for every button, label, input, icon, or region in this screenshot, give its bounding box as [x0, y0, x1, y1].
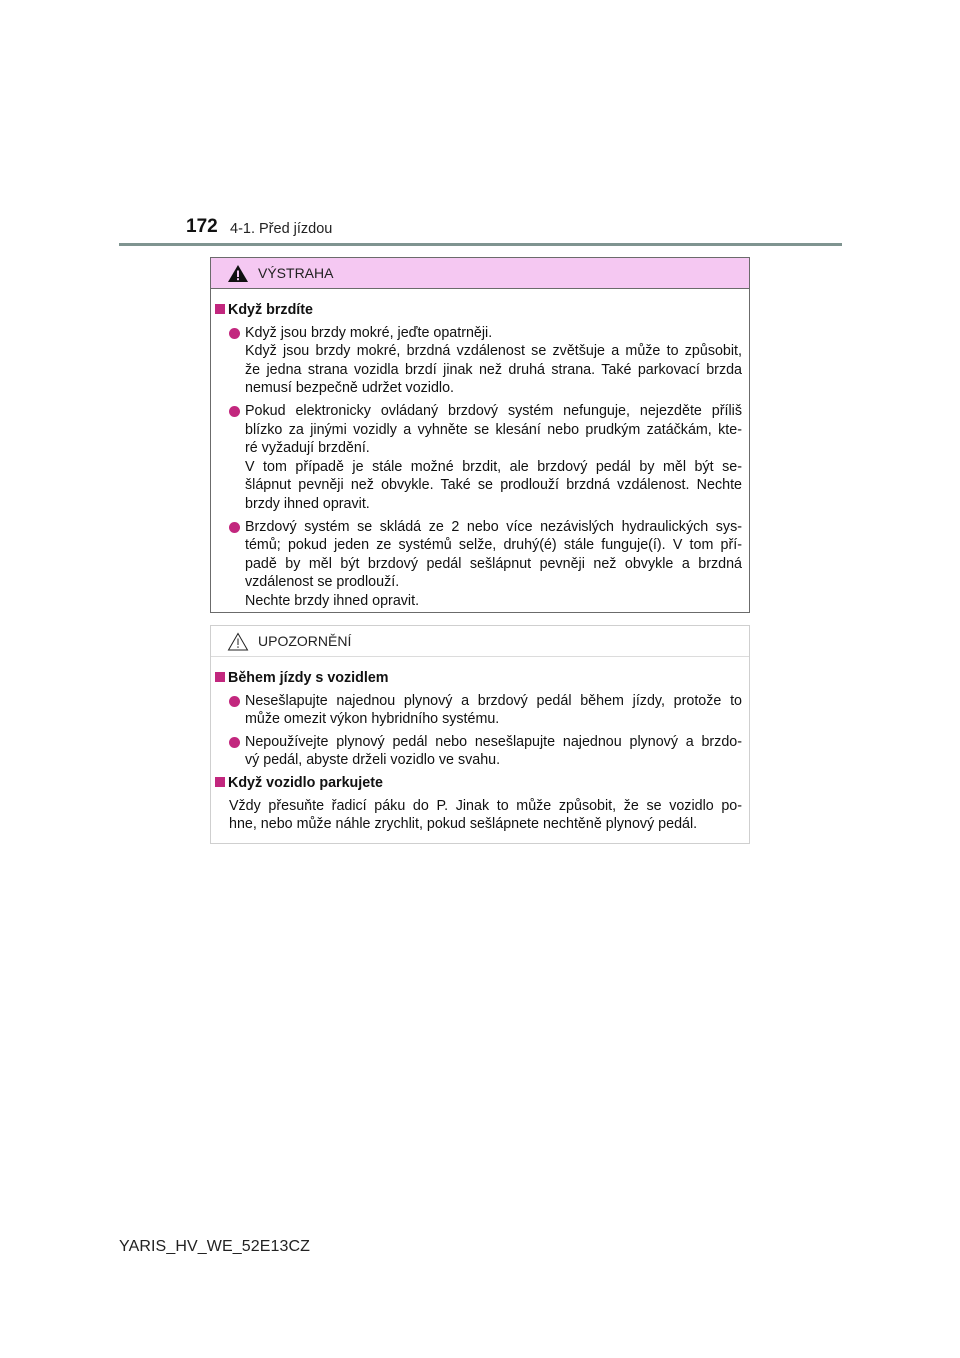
text-line: Vždy přesuňte řadicí páku do P. Jinak to může způsobit, že se vozidlo po- [229, 797, 742, 814]
page-number: 172 [186, 216, 218, 237]
text-line: padě by měl být brzdový pedál sešlápnut pevněji než obvykle a brzdná [245, 555, 742, 572]
text-line: témů; pokud jeden ze systémů selže, druhý(é) stále funguje(í). V tom pří- [245, 537, 742, 554]
warning-box [210, 257, 750, 613]
warning-header [211, 258, 749, 289]
text-line: nemusí bezpečně udržet vozidlo. [245, 380, 455, 397]
warning-title: VÝSTRAHA [258, 265, 334, 281]
list-item [215, 692, 742, 729]
text-line: Když jsou brzdy mokré, brzdná vzdálenost se zvětšuje a může to způsobit, [245, 343, 742, 360]
round-bullet-icon [229, 737, 240, 748]
caution-heading-driving [215, 669, 742, 688]
text-line: může omezit výkon hybridního systému. [245, 711, 500, 728]
text-line: ré vyžadují brzdění. [245, 440, 370, 457]
caution-heading-text: Během jízdy s vozidlem [228, 670, 389, 686]
text-line: vý pedál, abyste drželi vozidlo ve svahu. [245, 752, 501, 769]
text-line: Nepoužívejte plynový pedál nebo nesešlapujte najednou plynový a brzdo- [245, 733, 742, 750]
text-line: Nesešlapujte najednou plynový a brzdový pedál během jízdy, protože to [245, 692, 742, 709]
text-line: Pokud elektronicky ovládaný brzdový systém nefunguje, nejezděte příliš [245, 402, 742, 419]
warning-triangle-icon [227, 264, 249, 283]
square-bullet-icon [215, 304, 225, 314]
round-bullet-icon [229, 522, 240, 533]
text-line: Nechte brzdy ihned opravit. [245, 592, 420, 609]
text-line: V tom případě je stále možné brzdit, ale brzdový pedál by měl být se- [245, 458, 742, 475]
text-line: Když jsou brzdy mokré, jeďte opatrněji. [245, 324, 493, 341]
text-line: Brzdový systém se skládá ze 2 nebo více nezávislých hydraulických sys- [245, 518, 742, 535]
list-item [215, 518, 742, 611]
caution-heading-text: Když vozidlo parkujete [228, 774, 383, 791]
text-line: blízko za jinými vozidly a vyhněte se klesání nebo prudkým zatáčkám, kte- [245, 421, 742, 438]
caution-title: UPOZORNĚNÍ [258, 633, 352, 649]
section-label: 4-1. Před jízdou [230, 221, 333, 237]
text-line: brzdy ihned opravit. [245, 495, 370, 512]
text-line: šlápnut pevněji než obvykle. Také se prodlouží brzdná vzdálenost. Nechte [245, 477, 742, 494]
caution-triangle-icon [227, 632, 249, 651]
caution-paragraph [215, 797, 742, 834]
caution-box [210, 625, 750, 844]
text-line: hne, nebo může náhle zrychlit, pokud sešlápnete nechtěně plynový pedál. [229, 816, 698, 833]
round-bullet-icon [229, 696, 240, 707]
list-item [215, 733, 742, 770]
round-bullet-icon [229, 328, 240, 339]
caution-header [211, 626, 749, 657]
text-line: že jedna strana vozidla brzdí jinak než druhá strana. Také parkovací brzda [245, 361, 742, 378]
list-item [215, 324, 742, 398]
header-rule [119, 243, 842, 246]
text-line: vzdálenost se prodlouží. [245, 574, 400, 591]
document-code: YARIS_HV_WE_52E13CZ [119, 1238, 311, 1255]
caution-heading-parking [215, 774, 742, 793]
list-item [215, 402, 742, 514]
round-bullet-icon [229, 406, 240, 417]
square-bullet-icon [215, 672, 225, 682]
warning-heading [215, 301, 742, 320]
warning-heading-text: Když brzdíte [228, 302, 313, 318]
square-bullet-icon [215, 777, 225, 787]
